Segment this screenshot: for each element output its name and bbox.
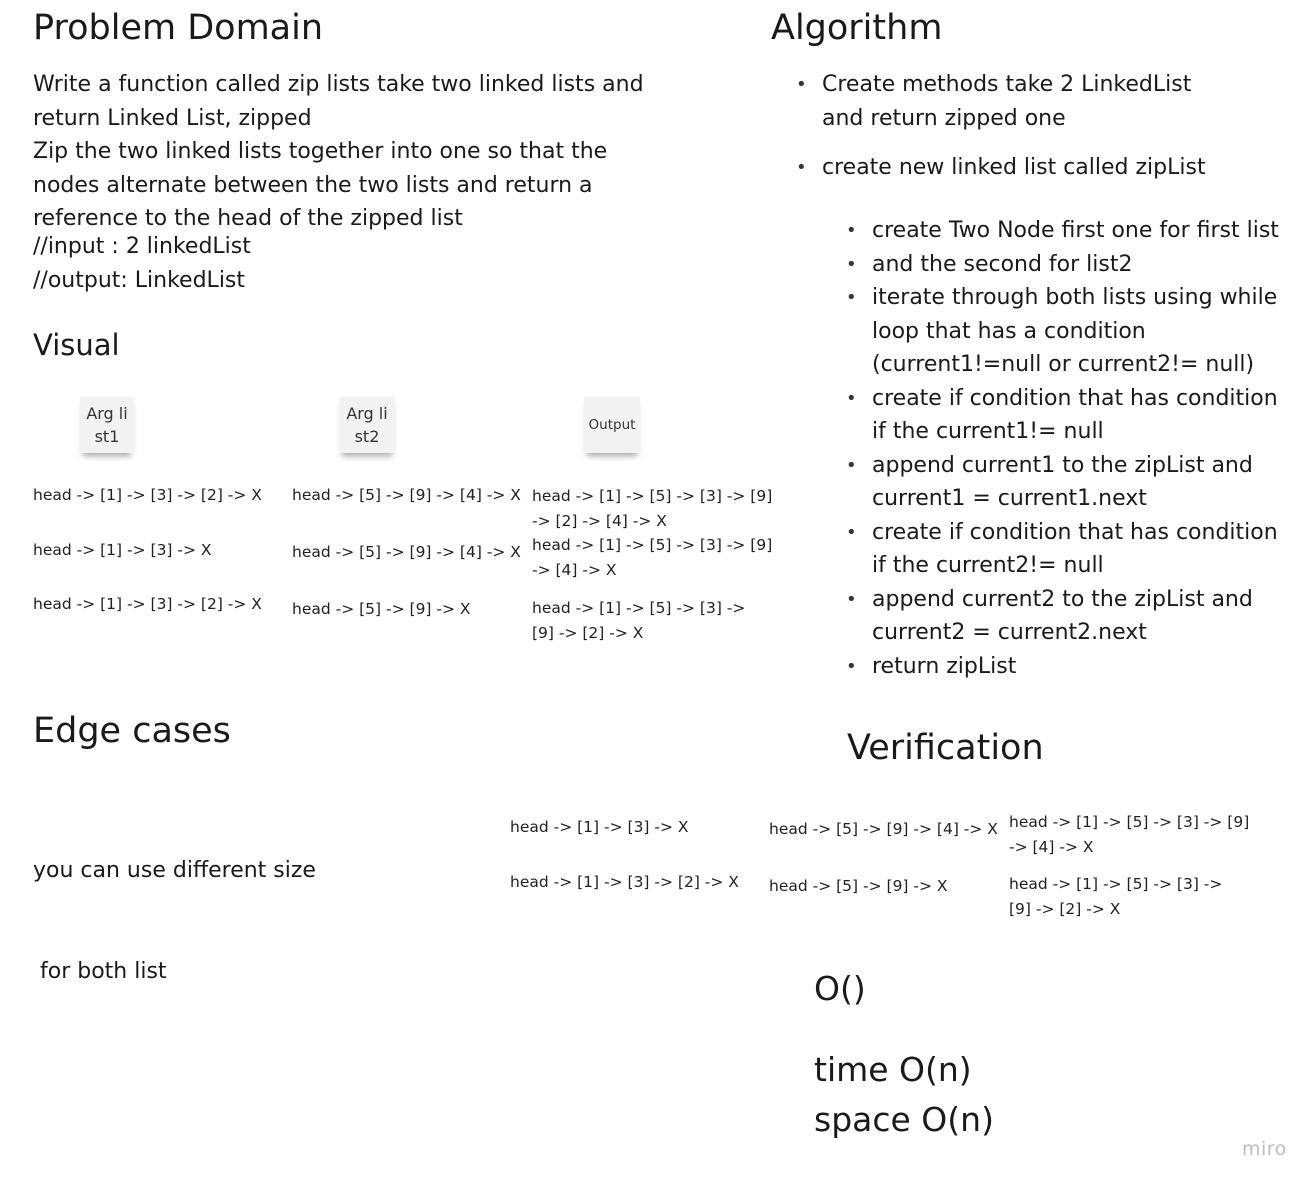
sticky-text: [86, 402, 127, 448]
problem-line: reference to the head of the zipped list: [33, 206, 463, 231]
bullet-line: • append current1 to the zipList and: [872, 452, 1253, 478]
list-item: [872, 248, 1279, 282]
bullet-line: current2 = current2.next: [872, 620, 1147, 645]
visual-list1-row: head -> [1] -> [3] -> [2] -> X: [33, 486, 262, 504]
bullet-line: • append current2 to the zipList and: [872, 586, 1253, 612]
bullet-line: and return zipped one: [822, 105, 1066, 131]
visual-heading: Visual: [33, 328, 120, 362]
sticky-line: st1: [94, 427, 120, 446]
complexity-label: O(): [814, 969, 866, 1008]
list-item: [822, 68, 1206, 135]
sticky-line: Arg li: [86, 404, 128, 423]
visual-list1-row: head -> [1] -> [3] -> [2] -> X: [33, 595, 262, 613]
miro-logo: miro: [1242, 1138, 1287, 1160]
output-line: head -> [1] -> [5] -> [3] -> [9]: [1009, 813, 1250, 831]
input-line: //input : 2 linkedList: [33, 234, 251, 259]
output-line: //output: LinkedList: [33, 267, 246, 293]
bullet-line: • return zipList: [872, 653, 1017, 679]
bullet-line: • iterate through both lists using while: [872, 285, 1278, 310]
time-complexity: time O(n): [814, 1050, 972, 1089]
bullet-line: • create Two Node first one for first list: [872, 218, 1279, 243]
output-line: -> [2] -> [4] -> X: [532, 511, 667, 530]
list-item: [872, 281, 1279, 382]
output-line: head -> [1] -> [5] -> [3] -> [9]: [532, 487, 773, 505]
algorithm-heading: Algorithm: [771, 8, 943, 48]
edge-line: you can use different size: [33, 858, 316, 883]
problem-description: [33, 68, 644, 236]
list-item: [822, 151, 1206, 185]
problem-line: return Linked List, zipped: [33, 105, 312, 131]
list-item: [872, 583, 1279, 650]
bullet-line: • Create methods take 2 LinkedList: [822, 72, 1192, 97]
output-line: -> [4] -> X: [1009, 837, 1094, 856]
visual-output-row: [532, 484, 772, 533]
bullet-line: if the current1!= null: [872, 419, 1104, 444]
edge-cases-heading: Edge cases: [33, 711, 231, 751]
visual-list2-row: head -> [5] -> [9] -> X: [292, 600, 471, 618]
problem-line: Zip the two linked lists together into one so that the: [33, 139, 608, 164]
bullet-line: • and the second for list2: [872, 251, 1133, 277]
bullet-line: • create if condition that has condition: [872, 385, 1278, 411]
output-line: head -> [1] -> [5] -> [3] ->: [532, 599, 746, 617]
algorithm-main-list: [822, 68, 1206, 185]
bullet-line: • create new linked list called zipList: [822, 155, 1206, 180]
output-line: [9] -> [2] -> X: [532, 623, 644, 642]
sticky-arg-list2[interactable]: [339, 397, 395, 453]
visual-list2-row: head -> [5] -> [9] -> [4] -> X: [292, 486, 521, 504]
verify-output-row: [1009, 872, 1222, 921]
output-line: [9] -> [2] -> X: [1009, 899, 1121, 918]
verify-list1-row: head -> [1] -> [3] -> [2] -> X: [510, 873, 739, 891]
sticky-text: Output: [588, 416, 636, 433]
algorithm-sub-list: [872, 214, 1279, 683]
output-line: -> [4] -> X: [532, 560, 617, 579]
problem-line: Write a function called zip lists take two linked lists and: [33, 72, 644, 97]
list-item: [872, 650, 1279, 684]
verify-output-row: [1009, 810, 1249, 859]
visual-output-row: [532, 533, 772, 582]
sticky-text: [346, 402, 387, 448]
visual-list1-row: head -> [1] -> [3] -> X: [33, 541, 212, 559]
sticky-line: Arg li: [346, 404, 388, 423]
space-complexity: space O(n): [814, 1100, 994, 1139]
verification-heading: Verification: [847, 728, 1044, 768]
list-item: [872, 516, 1279, 583]
bullet-line: loop that has a condition: [872, 318, 1146, 344]
list-item: [872, 214, 1279, 248]
bullet-line: • create if condition that has condition: [872, 519, 1278, 545]
problem-domain-heading: Problem Domain: [33, 8, 324, 48]
edge-line: for both list: [33, 958, 167, 984]
output-line: head -> [1] -> [5] -> [3] -> [9]: [532, 536, 773, 554]
problem-line: nodes alternate between the two lists and return a: [33, 172, 593, 198]
verify-list2-row: head -> [5] -> [9] -> X: [769, 877, 948, 895]
sticky-output[interactable]: [584, 397, 640, 453]
output-line: head -> [1] -> [5] -> [3] ->: [1009, 875, 1223, 893]
visual-list2-row: head -> [5] -> [9] -> [4] -> X: [292, 543, 521, 561]
verify-list2-row: head -> [5] -> [9] -> [4] -> X: [769, 820, 998, 838]
verify-list1-row: head -> [1] -> [3] -> X: [510, 818, 689, 836]
sticky-line: st2: [354, 427, 380, 446]
bullet-line: (current1!=null or current2!= null): [872, 352, 1255, 377]
sticky-arg-list1[interactable]: [80, 397, 134, 453]
bullet-line: current1 = current1.next: [872, 486, 1147, 511]
list-item: [872, 382, 1279, 449]
bullet-line: if the current2!= null: [872, 553, 1104, 578]
edge-cases-text: [33, 787, 316, 1022]
problem-io: [33, 230, 251, 297]
list-item: [872, 449, 1279, 516]
visual-output-row: [532, 596, 745, 645]
